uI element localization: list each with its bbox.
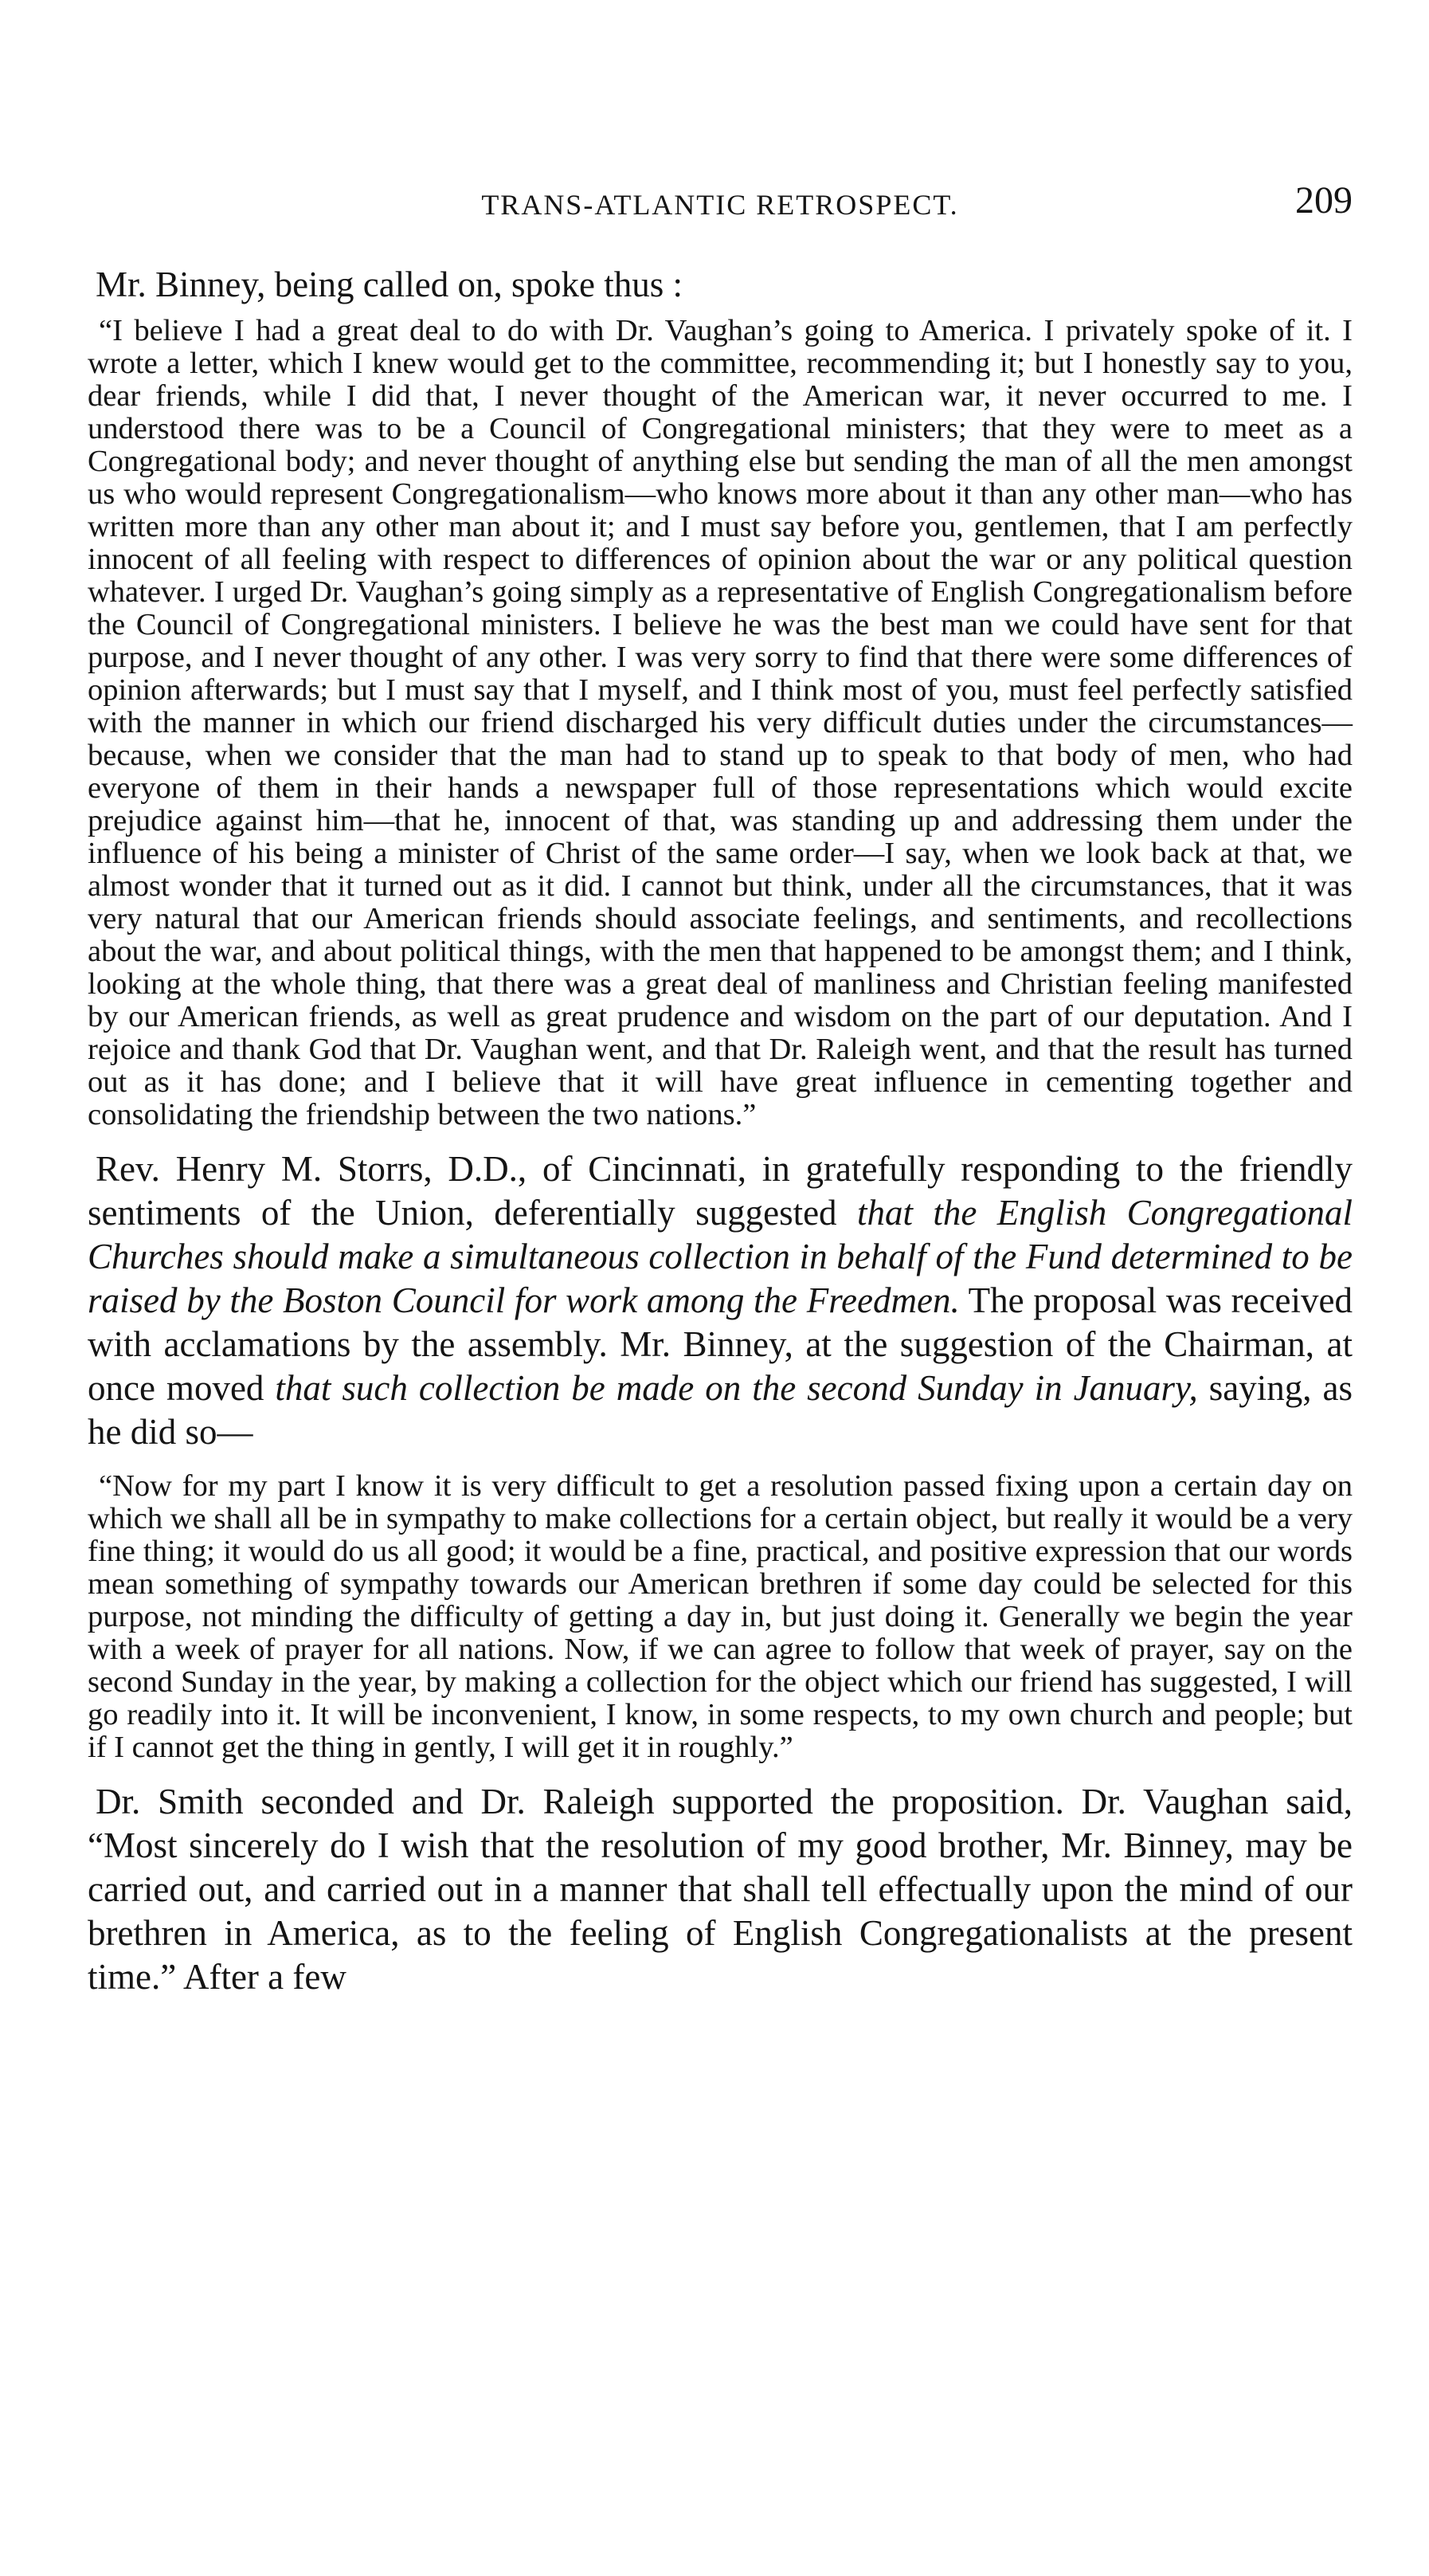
storrs-italic-motion: that such collection be made on the second Sunday in January, xyxy=(275,1368,1198,1408)
paragraph-intro: Mr. Binney, being called on, spoke thus : xyxy=(96,265,683,304)
paragraph-binney-speech: “I believe I had a great deal to do with Dr. Vaughan’s going to America. I privately spoke of it. I wrote a letter, which I knew would get to the committee, recommending it; but I honestly say to you, dear friends, while I did that, I never thought of the American war, it never occurred to me. I understood there was to be a Council of Congregational ministers; that they were to meet as a Congregational body; and never thought of anything else but sending the man of all the men amongst us who would represent Congregationalism—who knows more about it than any other man—who has written more than any other man about it; and I must say before you, gentlemen, that I am perfectly innocent of all feeling with respect to differences of opinion about the war or any political question whatever. I urged Dr. Vaughan’s going simply as a representative of English Congregationalism before the Council of Congregational ministers. I believe he was the best man we could have sent for that purpose, and I never thought of any other. I was very sorry to find that there were some differences of opinion afterwards; but I must say that I myself, and I think most of you, must feel perfectly satisfied with the manner in which our friend discharged his very difficult duties under the circumstances—because, when we consider that the man had to stand up to speak to that body of men, who had everyone of them in their hands a newspaper full of those representations which would excite prejudice against him—that he, innocent of that, was standing up and addressing them under the influence of his being a minister of Christ of the same order—I say, when we look back at that, we almost wonder that it turned out as it did. I cannot but think, under all the circumstances, that it was very natural that our American friends should associate feelings, and sentiments, and recollections about the war, and about political things, with the men that happened to be amongst them; and I think, looking at the whole thing, that there was a great deal of manliness and Christian feeling manifested by our American friends, as well as great prudence and wisdom on the part of our deputation. And I rejoice and thank God that Dr. Vaughan went, and that Dr. Raleigh went, and that the result has turned out as it has done; and I believe that it will have great influence in cementing together and consolidating the friendship between the two nations.” xyxy=(88,314,1353,1131)
page-number: 209 xyxy=(1295,179,1353,222)
storrs-text-a: Rev. Henry M. Storrs, D.D., of Cincinnati, in gratefully responding to the friendly sentiments of the Union, deferentially suggested xyxy=(88,1149,1353,1233)
paragraph-storrs-proposal xyxy=(88,1147,1353,1454)
storrs-text-c: The proposal was received with acclamations by the assembly. Mr. Binney, at the suggestion of the Chairman, at once moved xyxy=(88,1280,1353,1408)
storrs-text-e: saying, as he did so— xyxy=(88,1368,1353,1452)
body-text xyxy=(88,263,1353,1999)
running-head: TRANS-ATLANTIC RETROSPECT. xyxy=(481,189,959,221)
page-header xyxy=(88,178,1353,234)
paragraph-smith-vaughan: Dr. Smith seconded and Dr. Raleigh supported the proposition. Dr. Vaughan said, “Most sincerely do I wish that the resolution of my good brother, Mr. Binney, may be carried out, and carried out in a manner that shall tell effectually upon the mind of our brethren in America, as to the feeling of English Congregationalists at the present time.” After a few xyxy=(88,1782,1353,1997)
storrs-italic-suggestion: that the English Congregational Churches should make a simultaneous collection in behalf of the Fund determined to be raised by the Boston Council for work among the Freedmen. xyxy=(88,1193,1353,1320)
paragraph-binney-collection: “Now for my part I know it is very difficult to get a resolution passed fixing upon a certain day on which we shall all be in sympathy to make collections for a certain object, but really it would be a very fine thing; it would do us all good; it would be a fine, practical, and positive expression that our words mean something of sympathy towards our American brethren if some day could be selected for this purpose, not minding the difficulty of getting a day in, but just doing it. Generally we begin the year with a week of prayer for all nations. Now, if we can agree to follow that week of prayer, say on the second Sunday in the year, by making a collection for the object which our friend has suggested, I will go readily into it. It will be inconvenient, I know, in some respects, to my own church and people; but if I cannot get the thing in gently, I will get it in roughly.” xyxy=(88,1469,1353,1764)
